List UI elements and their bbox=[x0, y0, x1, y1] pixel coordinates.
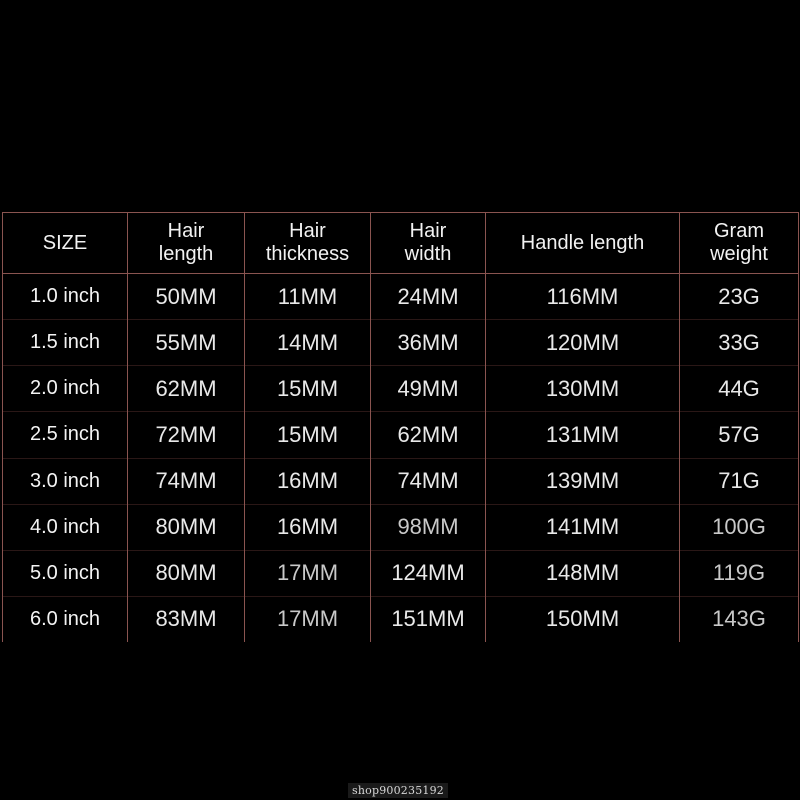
table-row bbox=[3, 412, 799, 458]
header-hair-thickness-line1: Hair bbox=[289, 220, 326, 242]
handle-length-cell: 116MM bbox=[486, 274, 680, 320]
table-row bbox=[3, 550, 799, 596]
size-cell: 1.0 inch bbox=[3, 274, 128, 320]
table-row bbox=[3, 320, 799, 366]
table-row bbox=[3, 596, 799, 642]
gram-weight-cell: 23G bbox=[680, 274, 799, 320]
hair-thickness-cell: 15MM bbox=[245, 366, 371, 412]
header-hair-thickness bbox=[245, 213, 371, 274]
hair-width-cell: 74MM bbox=[371, 458, 486, 504]
size-cell: 3.0 inch bbox=[3, 458, 128, 504]
handle-length-cell: 139MM bbox=[486, 458, 680, 504]
hair-thickness-cell: 16MM bbox=[245, 458, 371, 504]
size-cell: 2.0 inch bbox=[3, 366, 128, 412]
handle-length-cell: 141MM bbox=[486, 504, 680, 550]
handle-length-cell: 148MM bbox=[486, 550, 680, 596]
gram-weight-cell: 57G bbox=[680, 412, 799, 458]
shop-watermark: shop900235192 bbox=[348, 783, 448, 798]
handle-length-cell: 120MM bbox=[486, 320, 680, 366]
header-hair-width-line2: width bbox=[404, 243, 452, 265]
header-hair-length bbox=[128, 213, 245, 274]
gram-weight-cell: 44G bbox=[680, 366, 799, 412]
header-hair-length-line1: Hair bbox=[167, 220, 205, 242]
hair-length-cell: 83MM bbox=[128, 596, 245, 642]
header-handle-length bbox=[486, 213, 680, 274]
hair-width-cell: 49MM bbox=[371, 366, 486, 412]
hair-thickness-cell: 14MM bbox=[245, 320, 371, 366]
hair-length-cell: 74MM bbox=[128, 458, 245, 504]
header-size bbox=[3, 213, 128, 274]
hair-width-cell: 98MM bbox=[371, 504, 486, 550]
hair-thickness-cell: 11MM bbox=[245, 274, 371, 320]
size-chart-table bbox=[2, 212, 799, 642]
hair-thickness-cell: 17MM bbox=[245, 596, 371, 642]
table-row bbox=[3, 366, 799, 412]
header-hair-length-line2: length bbox=[158, 243, 214, 265]
size-cell: 5.0 inch bbox=[3, 550, 128, 596]
size-cell: 4.0 inch bbox=[3, 504, 128, 550]
handle-length-cell: 130MM bbox=[486, 366, 680, 412]
header-handle-length-label: Handle length bbox=[520, 231, 645, 254]
hair-thickness-cell: 17MM bbox=[245, 550, 371, 596]
header-size-label: SIZE bbox=[42, 231, 88, 254]
gram-weight-cell: 71G bbox=[680, 458, 799, 504]
table-row bbox=[3, 504, 799, 550]
hair-width-cell: 36MM bbox=[371, 320, 486, 366]
table-row bbox=[3, 274, 799, 320]
hair-width-cell: 24MM bbox=[371, 274, 486, 320]
hair-width-cell: 124MM bbox=[371, 550, 486, 596]
size-cell: 2.5 inch bbox=[3, 412, 128, 458]
hair-width-cell: 62MM bbox=[371, 412, 486, 458]
hair-length-cell: 50MM bbox=[128, 274, 245, 320]
header-row bbox=[3, 213, 799, 274]
handle-length-cell: 150MM bbox=[486, 596, 680, 642]
hair-length-cell: 80MM bbox=[128, 550, 245, 596]
hair-length-cell: 72MM bbox=[128, 412, 245, 458]
gram-weight-cell: 143G bbox=[680, 596, 799, 642]
handle-length-cell: 131MM bbox=[486, 412, 680, 458]
gram-weight-cell: 119G bbox=[680, 550, 799, 596]
header-gram-weight bbox=[680, 213, 799, 274]
hair-width-cell: 151MM bbox=[371, 596, 486, 642]
header-gram-weight-line2: weight bbox=[710, 243, 768, 265]
gram-weight-cell: 33G bbox=[680, 320, 799, 366]
hair-length-cell: 80MM bbox=[128, 504, 245, 550]
hair-length-cell: 55MM bbox=[128, 320, 245, 366]
header-hair-width-line1: Hair bbox=[409, 220, 447, 242]
hair-length-cell: 62MM bbox=[128, 366, 245, 412]
header-hair-width bbox=[371, 213, 486, 274]
hair-thickness-cell: 16MM bbox=[245, 504, 371, 550]
table-row bbox=[3, 458, 799, 504]
header-hair-thickness-line2: thickness bbox=[265, 243, 350, 265]
size-cell: 6.0 inch bbox=[3, 596, 128, 642]
hair-thickness-cell: 15MM bbox=[245, 412, 371, 458]
header-gram-weight-line1: Gram bbox=[714, 220, 764, 242]
size-cell: 1.5 inch bbox=[3, 320, 128, 366]
gram-weight-cell: 100G bbox=[680, 504, 799, 550]
